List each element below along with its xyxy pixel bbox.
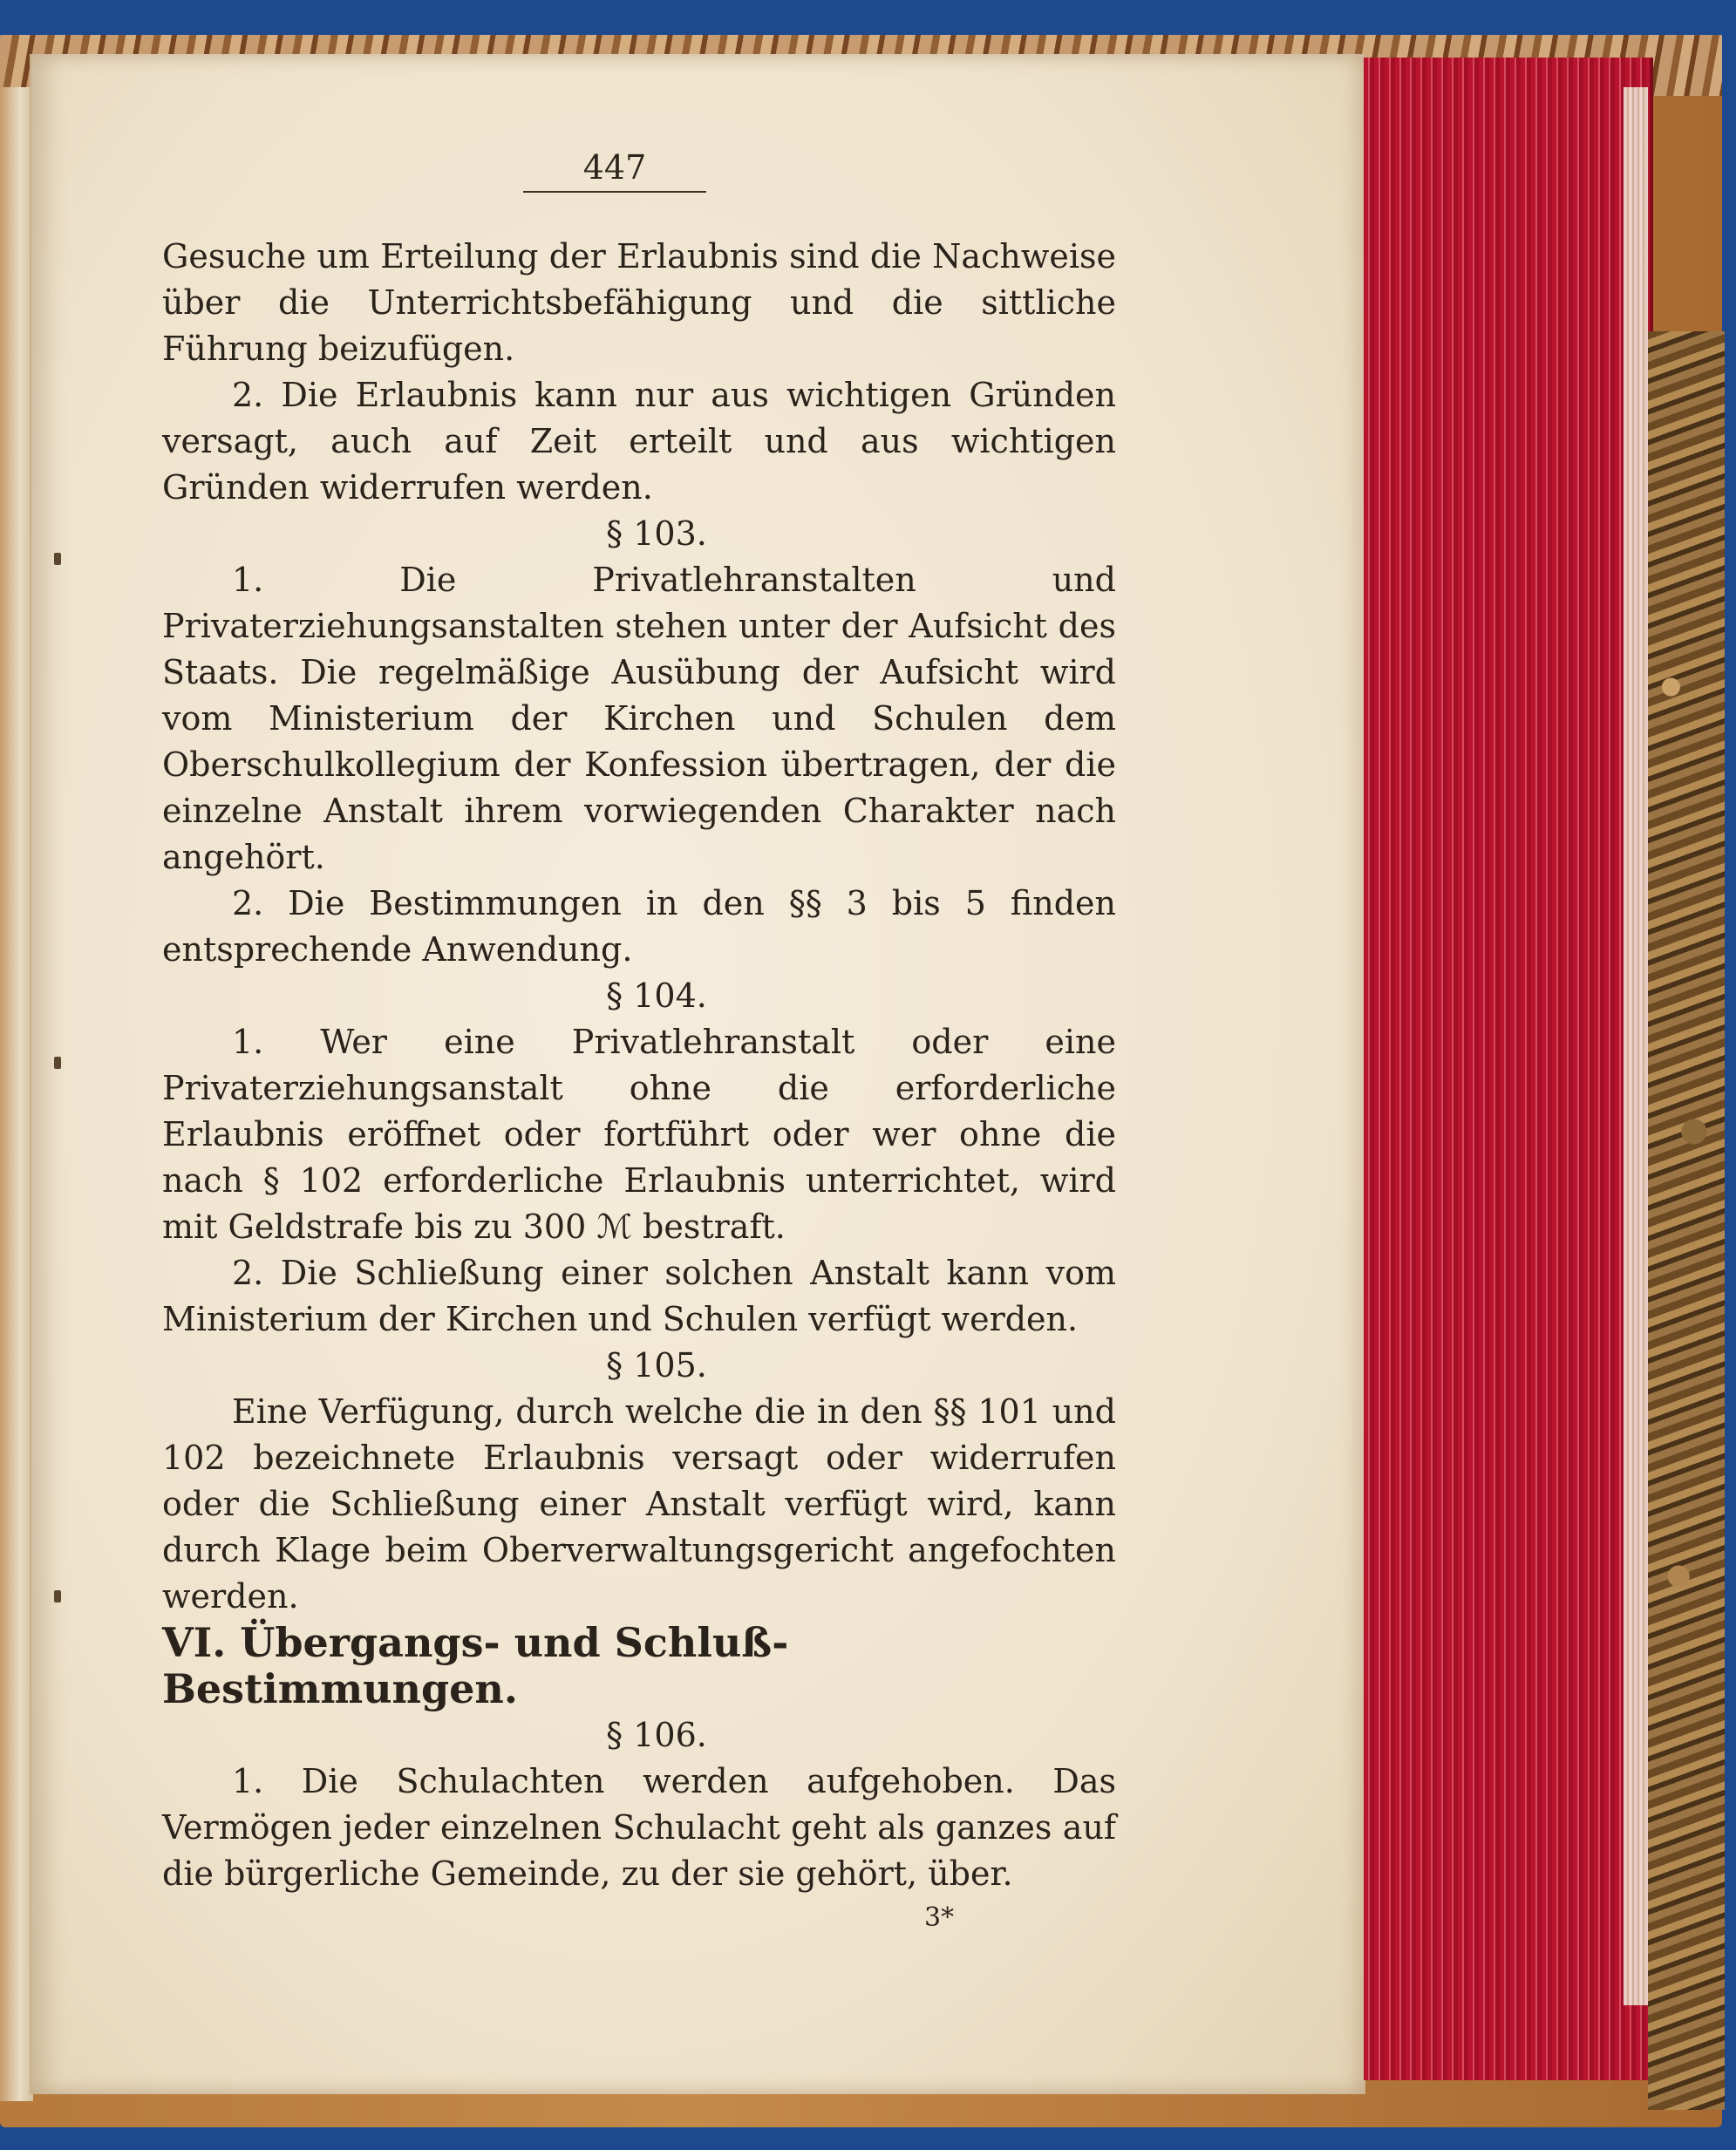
section-105-heading: § 105. (606, 1346, 707, 1385)
paragraph: 2. Die Schließung einer solchen Anstalt kann vom Ministerium der Kirchen und Schulen verfügt werden. (162, 1254, 1116, 1338)
page-number: 447 (582, 148, 647, 187)
signature-mark: 3* (924, 1902, 955, 1933)
left-margin-mark (54, 1057, 61, 1069)
paragraph: 1. Die Schulachten werden aufgehoben. Das Vermögen jeder einzelnen Schulacht geht als ganzes auf die bürgerliche Gemeinde, zu der sie gehört, über. (162, 1762, 1116, 1893)
page-body (162, 234, 1116, 1897)
header-rule (523, 191, 706, 193)
section-103-heading: § 103. (606, 514, 707, 553)
left-margin-mark (54, 553, 61, 565)
paragraph: 1. Wer eine Privatlehranstalt oder eine Privaterziehungsanstalt ohne die erforderliche Erlaubnis eröffnet oder fortführt oder wer ohne die nach § 102 erforderliche Erlaubnis unterrichtet, wird mit Geldstrafe bis zu 300 ℳ bestraft. (162, 1023, 1116, 1246)
section-104-heading: § 104. (606, 976, 707, 1015)
paragraph: Gesuche um Erteilung der Erlaubnis sind die Nachweise über die Unterrichtsbefähigung und die sittliche Führung beizufügen. (162, 237, 1116, 368)
red-page-edges (1364, 58, 1653, 2080)
paragraph: 2. Die Bestimmungen in den §§ 3 bis 5 finden entsprechende Anwendung. (162, 884, 1116, 969)
paragraph: 1. Die Privatlehranstalten und Privaterziehungsanstalten stehen unter der Aufsicht des Staats. Die regelmäßige Ausübung der Aufsicht wird vom Ministerium der Kirchen und Schulen dem Oberschulkollegium der Konfession übertragen, der die einzelne Anstalt ihrem vorwiegenden Charakter nach angehört. (162, 561, 1116, 876)
paragraph: 2. Die Erlaubnis kann nur aus wichtigen Gründen versagt, auch auf Zeit erteilt und aus wichtigen Gründen widerrufen werden. (162, 376, 1116, 507)
left-margin-mark (54, 1590, 61, 1602)
chapter-heading: VI. Übergangs- und Schluß-Bestimmungen. (162, 1619, 789, 1712)
left-page-edge (0, 87, 33, 2101)
section-106-heading: § 106. (606, 1716, 707, 1754)
page-block-white-edge (1624, 87, 1648, 2005)
marbled-spine (1648, 331, 1725, 2110)
paragraph: Eine Verfügung, durch welche die in den §§ 101 und 102 bezeichnete Erlaubnis versagt oder widerrufen oder die Schließung einer Anstalt verfügt wird, kann durch Klage beim Oberverwaltungsgericht angefochten werden. (162, 1392, 1116, 1616)
